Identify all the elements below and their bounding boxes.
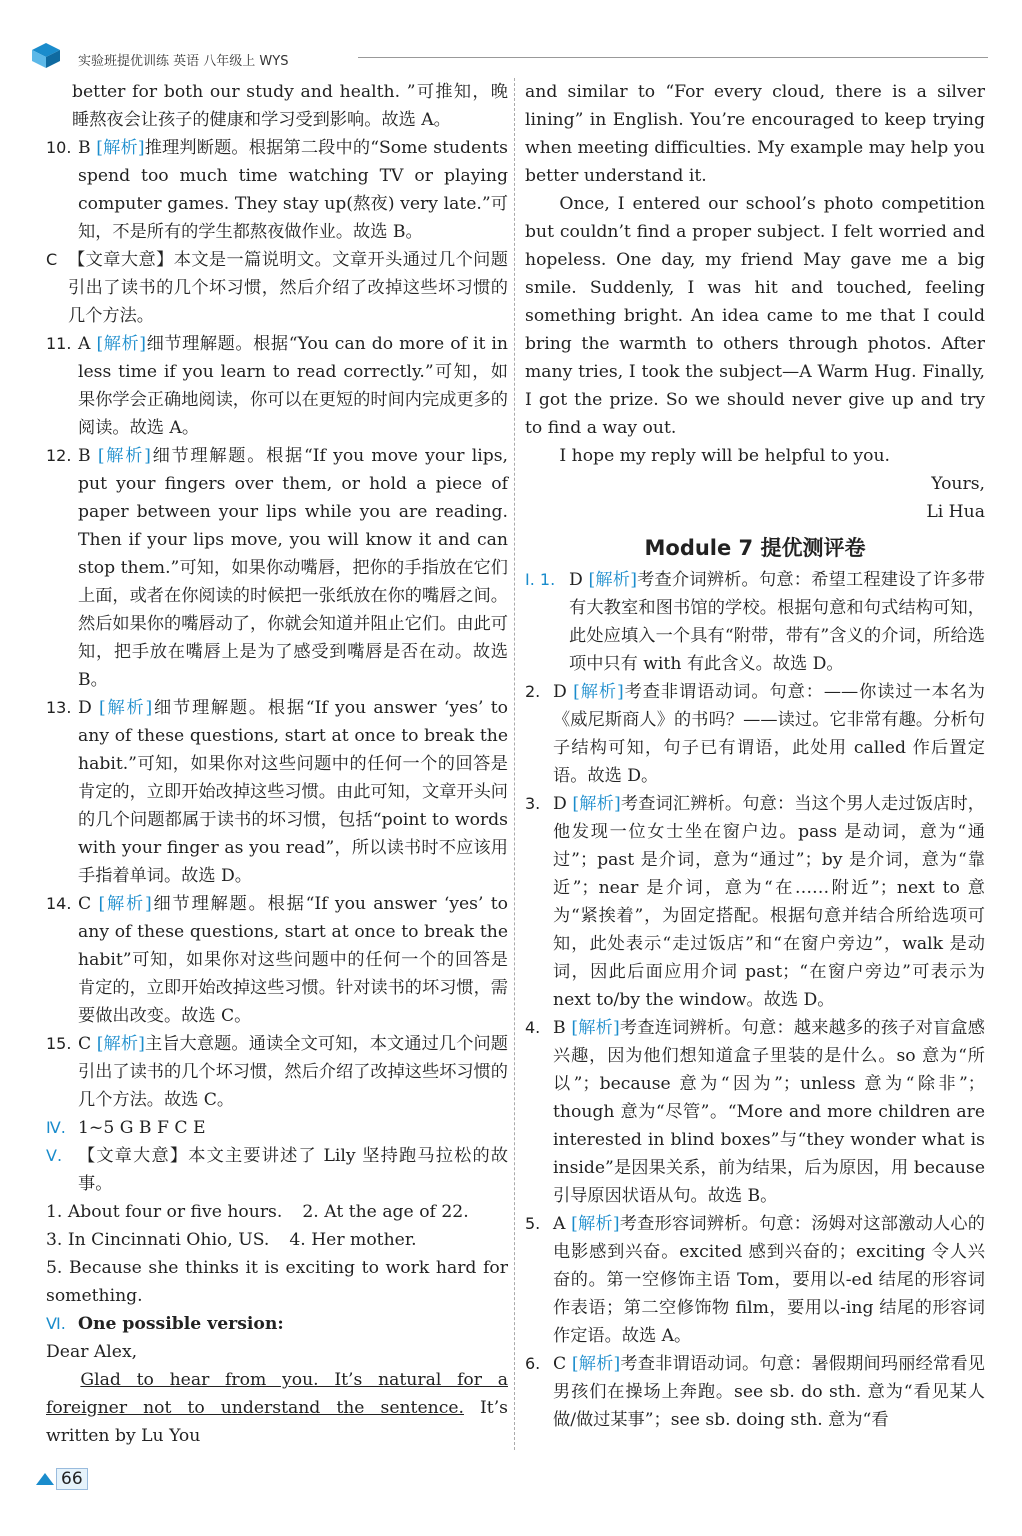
answer-item-m5 — [525, 1210, 985, 1350]
section-c — [46, 246, 508, 330]
question-number: 5. — [525, 1214, 541, 1233]
analysis-text: 主旨大意题。通读全文可知，本文通过几个问题引出了读书的几个坏习惯，然后介绍了改掉这些坏习惯的几个方法。故选 C。 — [78, 1034, 508, 1110]
analysis-text: 考查非谓语动词。句意：暑假期间玛丽经常看见男孩们在操场上奔跑。see sb. do sth. 意为“看见某人做/做过某事”；see sb. doing sth. 意为“看 — [553, 1354, 985, 1430]
section-6 — [46, 1310, 508, 1338]
book-logo-icon — [28, 40, 64, 70]
answer-body — [78, 694, 508, 890]
question-number: 10. — [46, 138, 72, 157]
answer-item-m1 — [525, 566, 985, 678]
answer-letter: C — [553, 1354, 567, 1374]
analysis-text: 考查词汇辨析。句意：当这个男人走过饭店时，他发现一位女士坐在窗户边。pass 是动词，意为“通过”；past 是介词，意为“通过”；by 是介词，意为“靠近”；near 是介词，意为“在……附近”；next to 意为“紧挨着”，为固定搭配。根据句意并结合所给选项可知，此处表示“走过饭店”和“在窗户旁边”，walk 是动词，因此后面应用介词 past；“在窗户旁边”可表示为 next to/by the window。故选 D。 — [553, 794, 985, 1010]
answer-body — [78, 330, 508, 442]
letter-paragraph-1: and similar to “For every cloud, there is a silver lining” in English. You’re encouraged to keep trying when meeting difficulties. My example may help you better understand it. — [525, 82, 985, 186]
answer-letter: A — [553, 1214, 566, 1234]
answer-letter: C — [78, 1034, 92, 1054]
letter-paragraph-3: I hope my reply will be helpful to you. — [559, 446, 890, 466]
analysis-text: 细节理解题。根据“If you move your lips, put your fingers over them, or hold a piece of paper between your lips while you are reading. Then if your lips move, you will know it and can stop them.”可知，如果你动嘴唇，把你的手指放在它们上面，或者在你阅读的时候把一张纸放在你的嘴唇之间。然后如果你的嘴唇动了，你就会知道并阻止它们。由此可知，把手放在嘴唇上是为了感受到嘴唇是否在动。故选 B。 — [78, 446, 508, 690]
question-number: 11. — [46, 334, 72, 353]
analysis-text: 考查介词辨析。句意：希望工程建设了许多带有大教室和图书馆的学校。根据句意和句式结构可知，此处应填入一个具有“附带，带有”含义的介词，所给选项中只有 with 有此含义。故选 D。 — [569, 570, 985, 674]
section-5 — [46, 1142, 508, 1198]
header-title: 实验班提优训练 英语 八年级上 WYS — [78, 54, 289, 69]
section-4 — [46, 1114, 508, 1142]
answer-item-12 — [46, 442, 508, 694]
answer-item-m3 — [525, 790, 985, 1014]
answer-3: 3. In Cincinnati Ohio, US. — [46, 1230, 270, 1250]
answer-letter: D — [569, 570, 583, 590]
letter-greeting: Dear Alex, — [46, 1342, 138, 1362]
answer-letter: B — [78, 446, 91, 466]
page-number — [36, 1468, 88, 1490]
answer-letter: D — [78, 698, 92, 718]
answer-body — [569, 566, 985, 678]
answer-5: 5. Because she thinks it is exciting to work hard for something. — [46, 1258, 508, 1306]
left-column — [46, 78, 508, 1450]
analysis-tag: [解析] — [96, 1034, 145, 1054]
analysis-tag: [解析] — [96, 334, 146, 354]
analysis-tag: [解析] — [573, 682, 624, 702]
analysis-tag: [解析] — [571, 1214, 620, 1234]
answer-item-m2 — [525, 678, 985, 790]
answer-letter: C — [78, 894, 92, 914]
analysis-text: 考查非谓语动词。句意：——你读过一本名为《威尼斯商人》的书吗？——读过。它非常有趣。分析句子结构可知，句子已有谓语，此处用 called 作后置定语。故选 D。 — [553, 682, 985, 786]
answer-body — [553, 1210, 985, 1350]
answer-item-13 — [46, 694, 508, 890]
answer-1: 1. About four or five hours. — [46, 1202, 283, 1222]
section-summary: 【文章大意】本文主要讲述了 Lily 坚持跑马拉松的故事。 — [78, 1146, 508, 1194]
header-rule — [358, 57, 988, 58]
answer-body — [78, 1030, 508, 1114]
section-roman: Ⅳ. — [46, 1118, 66, 1137]
answer-body — [78, 890, 508, 1030]
answer-letter: B — [78, 138, 91, 158]
analysis-tag: [解析] — [571, 1018, 620, 1038]
answer-body — [553, 678, 985, 790]
page-number-label: 66 — [56, 1468, 88, 1490]
answer-item-m4 — [525, 1014, 985, 1210]
letter-paragraph-2: Once, I entered our school’s photo competition but couldn’t find a proper subject. I felt worried and hopeless. One day, my friend May gave me a big smile. Suddenly, I was hit and touched, feeling something bright. An idea came to me that I could bring the warmth to others through photos. After many tries, I took the subject—A Warm Hug. Finally, I got the prize. So we should never give up and try to find a way out. — [525, 194, 985, 438]
answer-letter: D — [553, 682, 567, 702]
column-divider — [514, 78, 515, 1450]
question-number: 6. — [525, 1354, 541, 1373]
answer-item-m6 — [525, 1350, 985, 1434]
analysis-text: 细节理解题。根据“If you answer ‘yes’ to any of these questions, start at once to break the habit”可知，如果你对这些问题中的任何一个的回答是肯定的，立即开始改掉这些习惯。针对读书的坏习惯，需要做出改变。故选 C。 — [78, 894, 508, 1026]
analysis-tag: [解析] — [572, 794, 621, 814]
answer-body — [553, 790, 985, 1014]
analysis-text: 考查形容词辨析。句意：汤姆对这部激动人心的电影感到兴奋。excited 感到兴奋的；exciting 令人兴奋的。第一空修饰主语 Tom，要用以-ed 结尾的形容词作表语；第二空修饰物 film，要用以-ing 结尾的形容词作定语。故选 A。 — [553, 1214, 985, 1346]
question-number: 12. — [46, 446, 72, 465]
section-heading: One possible version: — [78, 1314, 284, 1334]
section-roman: Ⅴ. — [46, 1146, 63, 1165]
answer-2: 2. At the age of 22. — [302, 1202, 469, 1222]
analysis-text: 细节理解题。根据“If you answer ‘yes’ to any of these questions, start at once to break the habit.”可知，如果你对这些问题中的任何一个的回答是肯定的，立即开始改掉这些习惯。由此可知，文章开头问的几个问题都属于读书的坏习惯，包括“point to words with your finger as you read”，所以读书时不应该用手指着单词。故选 D。 — [78, 698, 508, 886]
answer-letter: B — [553, 1018, 566, 1038]
letter-text: It’s written by Lu You — [46, 1398, 508, 1446]
analysis-tag: [解析] — [98, 894, 152, 914]
module-title: Module 7 提优测评卷 — [644, 536, 866, 560]
analysis-tag: [解析] — [588, 570, 637, 590]
question-number: 13. — [46, 698, 72, 717]
analysis-tag: [解析] — [99, 698, 153, 718]
section-answers: 1~5 G B F C E — [78, 1118, 206, 1138]
answers-row-2 — [46, 1226, 508, 1254]
answer-item-10 — [46, 134, 508, 246]
page-header — [28, 40, 988, 76]
section-roman: Ⅵ. — [46, 1314, 66, 1333]
letter-paragraph — [46, 1366, 508, 1450]
analysis-tag: [解析] — [97, 446, 151, 466]
analysis-tag: [解析] — [96, 138, 145, 158]
answer-item-15 — [46, 1030, 508, 1114]
question-number: 4. — [525, 1018, 541, 1037]
analysis-text: 推理判断题。根据第二段中的“Some students spend too much time watching TV or playing computer games. They stay up(熬夜) very late.”可知，不是所有的学生都熬夜做作业。故选 B。 — [78, 138, 508, 242]
up-arrow-icon — [36, 1473, 54, 1485]
answer-body — [78, 442, 508, 694]
answer-item-11 — [46, 330, 508, 442]
question-number: 14. — [46, 894, 72, 913]
section-label: C — [46, 250, 58, 269]
underlined-text: Glad to hear from you. It’s natural for a foreigner not to understand the sentence. — [46, 1370, 508, 1418]
answer-letter: D — [553, 794, 567, 814]
analysis-tag: [解析] — [571, 1354, 621, 1374]
answer-body — [553, 1014, 985, 1210]
answer-4: 4. Her mother. — [289, 1230, 417, 1250]
answer-body — [553, 1350, 985, 1434]
question-number: 2. — [525, 682, 541, 701]
question-number: 3. — [525, 794, 541, 813]
analysis-text: 细节理解题。根据“You can do more of it in less time if you learn to read correctly.”可知，如果你学会正确地阅读，你可以在更短的时间内完成更多的阅读。故选 A。 — [78, 334, 509, 438]
answer-item-14 — [46, 890, 508, 1030]
answers-row-1 — [46, 1198, 508, 1226]
question-number: 15. — [46, 1034, 72, 1053]
letter-signature: Li Hua — [926, 502, 985, 522]
analysis-text: 考查连词辨析。句意：越来越多的孩子对盲盒感兴趣，因为他们想知道盒子里装的是什么。so 意为“所以”；because 意为“因为”；unless 意为“除非”；though 意为“尽管”。“More and more children are interested in blind boxes”与“they wonder what is inside”是因果关系，前为结果，后为原因，用 because 引导原因状语从句。故选 B。 — [553, 1018, 985, 1206]
continued-paragraph: better for both our study and health. ”可推知，晚睡熬夜会让孩子的健康和学习受到影响。故选 A。 — [72, 82, 508, 130]
letter-closing: Yours, — [931, 474, 985, 494]
answer-body — [78, 134, 508, 246]
section-summary: 【文章大意】本文是一篇说明文。文章开头通过几个问题引出了读书的几个坏习惯，然后介绍了改掉这些坏习惯的几个方法。 — [68, 250, 508, 326]
question-number: Ⅰ. 1. — [525, 570, 556, 589]
answer-letter: A — [78, 334, 91, 354]
right-column — [525, 78, 985, 1434]
